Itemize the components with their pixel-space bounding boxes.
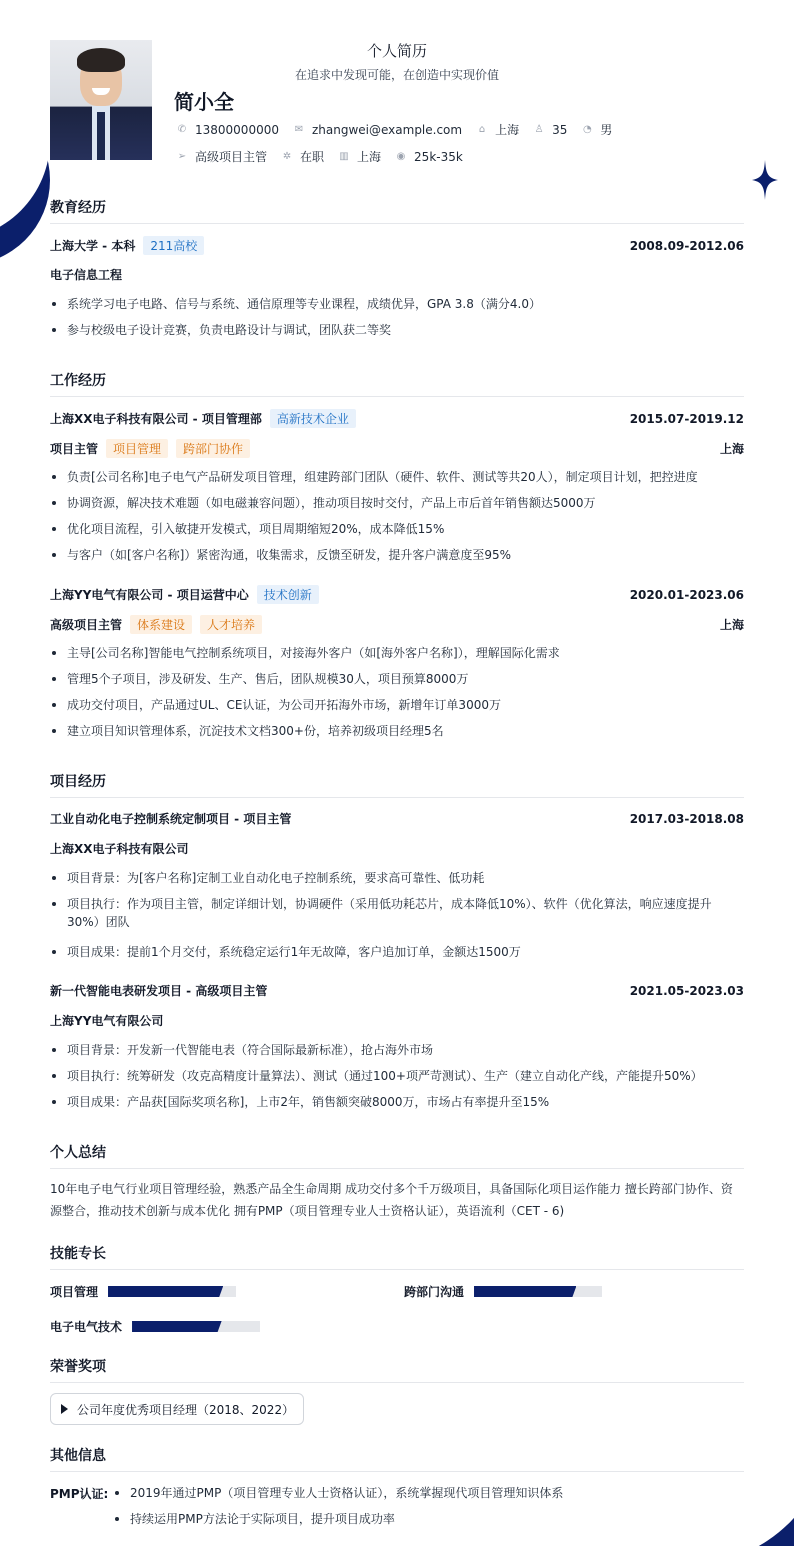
skill-bar-fill <box>474 1286 576 1297</box>
skill-tag: 体系建设 <box>130 615 192 634</box>
age-item <box>533 123 567 137</box>
email-value: zhangwei@example.com <box>311 122 463 137</box>
salary-icon: ◉ <box>396 150 406 162</box>
skill-bar-fill <box>132 1321 222 1332</box>
position-item <box>176 148 267 165</box>
skill-item <box>50 1283 236 1300</box>
skill-name: 项目管理 <box>50 1285 99 1299</box>
gender-value: 男 <box>600 123 613 137</box>
target-city-value: 上海 <box>357 150 382 164</box>
project-date: 2017.03-2018.08 <box>629 811 744 826</box>
list-item: 系统学习电子电路、信号与系统、通信原理等专业课程，成绩优异，GPA 3.8（满分4.0） <box>50 295 744 313</box>
company-name: 上海YY电气有限公司 - 项目运营中心 <box>50 588 249 602</box>
job-role: 高级项目主管 <box>50 618 123 632</box>
skill-name: 电子电气技术 <box>50 1320 123 1334</box>
target-city-item <box>338 148 381 165</box>
list-item: 参与校级电子设计竞赛，负责电路设计与调试，团队获二等奖 <box>50 321 744 339</box>
motto: 在追求中发现可能，在创造中实现价值 <box>294 68 499 82</box>
list-item: 优化项目流程，引入敏捷开发模式，项目周期缩短20%，成本降低15% <box>50 520 744 538</box>
skill-tag: 人才培养 <box>200 615 262 634</box>
section-title-summary: 个人总结 <box>50 1142 744 1169</box>
skill-tag: 项目管理 <box>106 439 168 458</box>
section-title-projects: 项目经历 <box>50 771 744 798</box>
list-item: 项目背景：开发新一代智能电表（符合国际最新标准），抢占海外市场 <box>50 1041 744 1059</box>
company-name: 上海XX电子科技有限公司 - 项目管理部 <box>50 412 262 426</box>
email-item <box>293 123 462 137</box>
list-item: 建立项目知识管理体系，沉淀技术文档300+份，培养初级项目经理5名 <box>50 722 744 740</box>
resume-header <box>50 40 744 164</box>
education-row <box>50 236 744 255</box>
building-icon: ▥ <box>339 150 349 162</box>
salary-value: 25k-35k <box>414 149 463 164</box>
list-item: 项目成果：提前1个月交付，系统稳定运行1年无故障，客户追加订单，金额达1500万 <box>50 943 744 961</box>
school-name: 上海大学 - 本科 <box>50 239 136 253</box>
school-tag: 211高校 <box>143 236 204 255</box>
project-company: 上海XX电子科技有限公司 <box>50 842 189 856</box>
gender-item <box>581 121 612 138</box>
section-title-other: 其他信息 <box>50 1445 744 1472</box>
skill-bar-fill <box>108 1286 223 1297</box>
job-role: 项目主管 <box>50 442 99 456</box>
decor-cut-right <box>534 1266 794 1546</box>
job-role-row <box>50 439 744 458</box>
phone-icon: ✆ <box>177 123 187 135</box>
project-company-row <box>50 1012 744 1029</box>
job-role-row <box>50 615 744 634</box>
list-item: 负责[公司名称]电子电气产品研发项目管理，组建跨部门团队（硬件、软件、测试等共20人），制定项目计划，把控进度 <box>50 468 744 486</box>
company-tag: 高新技术企业 <box>270 409 356 428</box>
section-title-education: 教育经历 <box>50 197 744 224</box>
list-item: 协调资源，解决技术难题（如电磁兼容问题），推动项目按时交付，产品上市后首年销售额达5000万 <box>50 494 744 512</box>
mail-icon: ✉ <box>294 123 304 135</box>
skill-item <box>404 1283 602 1300</box>
list-item: 成功交付项目，产品通过UL、CE认证，为公司开拓海外市场，新增年订单3000万 <box>50 696 744 714</box>
list-item: 主导[公司名称]智能电气控制系统项目，对接海外客户（如[海外客户名称]），理解国际化需求 <box>50 644 744 662</box>
project-company: 上海YY电气有限公司 <box>50 1014 164 1028</box>
list-item: 项目背景：为[客户名称]定制工业自动化电子控制系统，要求高可靠性、低功耗 <box>50 869 744 887</box>
job-date: 2015.07-2019.12 <box>629 411 744 426</box>
job-date: 2020.01-2023.06 <box>629 587 744 602</box>
education-date: 2008.09-2012.06 <box>629 238 744 253</box>
skill-name: 跨部门沟通 <box>404 1285 465 1299</box>
position-value: 高级项目主管 <box>195 150 268 164</box>
city-item <box>476 121 519 138</box>
send-icon: ➢ <box>177 150 187 162</box>
section-title-honors: 荣誉奖项 <box>50 1356 744 1383</box>
project-header <box>50 810 744 827</box>
gender-icon: ◔ <box>583 123 592 135</box>
skill-bar <box>108 1286 236 1297</box>
skill-item <box>50 1318 260 1335</box>
contact-row <box>176 121 626 138</box>
company-tag: 技术创新 <box>257 585 319 604</box>
phone-item <box>176 123 279 137</box>
summary-text: 10年电子电气行业项目管理经验，熟悉产品全生命周期 成功交付多个千万级项目，具备国际化项目运作能力 擅长跨部门协作、资源整合，推动技术创新与成本优化 拥有PMP（项目管理专业人士资格认证），英语流利（CET - 6) <box>50 1182 733 1218</box>
city-value: 上海 <box>495 123 520 137</box>
job-location: 上海 <box>719 618 744 632</box>
job-header <box>50 585 744 604</box>
skill-bar <box>132 1321 260 1332</box>
status-icon: ✲ <box>282 150 292 162</box>
section-title-work: 工作经历 <box>50 370 744 397</box>
project-date: 2021.05-2023.03 <box>629 983 744 998</box>
list-item: 2019年通过PMP（项目管理专业人士资格认证），系统掌握现代项目管理知识体系 <box>113 1484 563 1502</box>
salary-item <box>395 150 463 164</box>
document-title: 个人简历 <box>366 42 427 60</box>
award-text: 公司年度优秀项目经理（2018、2022） <box>77 1402 295 1417</box>
major: 电子信息工程 <box>50 268 123 282</box>
candidate-name: 简小全 <box>174 90 234 114</box>
status-item <box>281 148 324 165</box>
project-name: 新一代智能电表研发项目 - 高级项目主管 <box>50 984 268 998</box>
other-label: PMP认证: <box>50 1487 109 1501</box>
job-header <box>50 409 744 428</box>
list-item: 项目成果：产品获[国际奖项名称]，上市2年，销售额突破8000万，市场占有率提升至15% <box>50 1093 744 1111</box>
list-item: 项目执行：统筹研发（攻克高精度计量算法）、测试（通过100+项严苛测试）、生产（建立自动化产线，产能提升50%） <box>50 1067 744 1085</box>
project-company-row <box>50 840 744 857</box>
age-icon: ♙ <box>534 123 544 135</box>
caret-right-icon <box>61 1404 68 1414</box>
job-intent-row <box>176 148 477 165</box>
status-value: 在职 <box>300 150 325 164</box>
home-icon: ⌂ <box>478 123 486 135</box>
major-row <box>50 266 744 283</box>
list-item: 持续运用PMP方法论于实际项目，提升项目成功率 <box>113 1510 395 1528</box>
list-item: 管理5个子项目，涉及研发、生产、售后，团队规模30人，项目预算8000万 <box>50 670 744 688</box>
award-item[interactable] <box>50 1393 304 1425</box>
section-title-skills: 技能专长 <box>50 1243 744 1270</box>
phone-value: 13800000000 <box>195 122 279 137</box>
list-item: 与客户（如[客户名称]）紧密沟通，收集需求，反馈至研发，提升客户满意度至95% <box>50 546 744 564</box>
skill-bar <box>474 1286 602 1297</box>
star-icon <box>752 160 778 200</box>
skill-tag: 跨部门协作 <box>176 439 250 458</box>
job-location: 上海 <box>719 442 744 456</box>
project-name: 工业自动化电子控制系统定制项目 - 项目主管 <box>50 812 292 826</box>
list-item: 项目执行：作为项目主管，制定详细计划，协调硬件（采用低功耗芯片，成本降低10%）、软件（优化算法，响应速度提升30%）团队 <box>50 895 744 931</box>
project-header <box>50 982 744 999</box>
age-value: 35 <box>552 122 568 137</box>
